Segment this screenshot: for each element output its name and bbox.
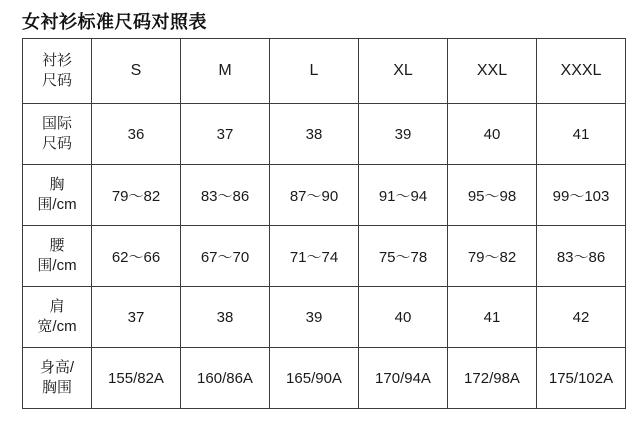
row-header-line: 身高/ [39,358,75,376]
page-title: 女衬衫标准尺码对照表 [22,12,207,32]
row-header-line: 胸 [49,175,65,193]
table-row [23,104,626,165]
table-cell: 160/86A [181,348,270,409]
row-header-international-size [23,104,92,165]
table-cell: 95～98 [448,165,537,226]
table-cell: 91～94 [359,165,448,226]
table-cell: 83～86 [537,226,626,287]
table-cell: 37 [181,104,270,165]
table-cell: 39 [359,104,448,165]
size-chart-table-container [22,38,618,409]
table-row [23,39,626,104]
table-cell: 75～78 [359,226,448,287]
row-header-height-bust [23,348,92,409]
table-cell: 40 [359,287,448,348]
table-cell: 83～86 [181,165,270,226]
table-cell: 41 [537,104,626,165]
row-header-line: 腰 [49,236,65,254]
table-cell: XL [359,39,448,104]
table-cell: XXL [448,39,537,104]
row-header-shoulder-width [23,287,92,348]
row-header-waist [23,226,92,287]
table-cell: M [181,39,270,104]
table-cell: 36 [92,104,181,165]
table-cell: 40 [448,104,537,165]
table-cell: 99～103 [537,165,626,226]
row-header-line: 宽/cm [37,318,77,335]
size-chart-table [22,38,626,409]
table-cell: 165/90A [270,348,359,409]
row-header-line: 围/cm [37,257,77,274]
table-cell: 71～74 [270,226,359,287]
table-row [23,287,626,348]
row-header-line: 尺码 [41,72,72,89]
table-cell: 155/82A [92,348,181,409]
table-cell: 37 [92,287,181,348]
table-cell: L [270,39,359,104]
row-header-line: 胸围 [41,379,72,396]
table-cell: 87～90 [270,165,359,226]
table-cell: 62～66 [92,226,181,287]
row-header-line: 国际 [41,114,72,132]
table-cell: 38 [270,104,359,165]
table-row [23,348,626,409]
row-header-bust [23,165,92,226]
row-header-line: 肩 [49,297,65,315]
table-cell: 170/94A [359,348,448,409]
table-row [23,165,626,226]
table-cell: 38 [181,287,270,348]
table-cell: 175/102A [537,348,626,409]
row-header-line: 衬衫 [41,51,72,69]
table-cell: 79～82 [92,165,181,226]
table-cell: 79～82 [448,226,537,287]
table-row [23,226,626,287]
row-header-shirt-size [23,39,92,104]
table-cell: 41 [448,287,537,348]
row-header-line: 尺码 [41,135,72,152]
row-header-line: 围/cm [37,196,77,213]
table-cell: S [92,39,181,104]
table-cell: 172/98A [448,348,537,409]
table-cell: XXXL [537,39,626,104]
table-cell: 39 [270,287,359,348]
table-cell: 67～70 [181,226,270,287]
table-cell: 42 [537,287,626,348]
